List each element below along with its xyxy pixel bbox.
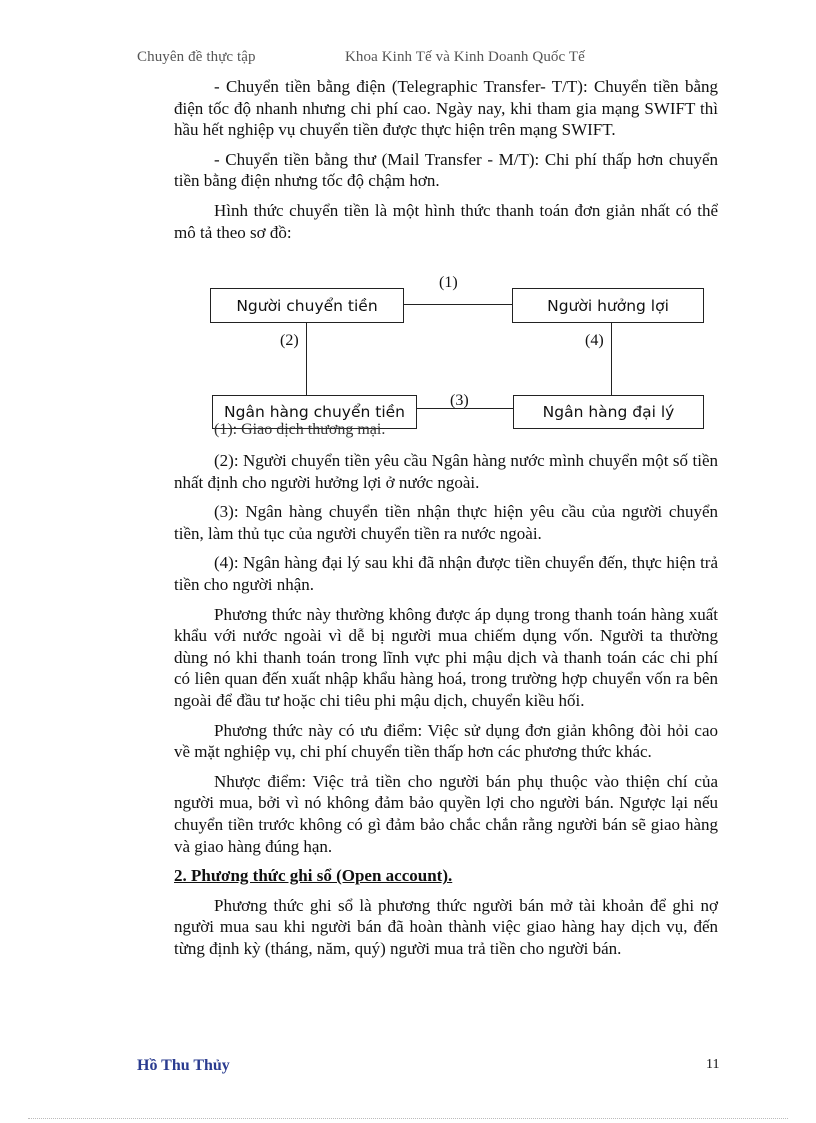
paragraph-step-3: (3): Ngân hàng chuyển tiền nhận thực hiện yêu cầu của người chuyển tiền, làm thủ tục của người chuyển tiền ra nước ngoài. — [174, 502, 718, 543]
page-bottom-divider — [28, 1118, 788, 1119]
paragraph-disadvantages: Nhược điểm: Việc trả tiền cho người bán phụ thuộc vào thiện chí của người mua, bởi vì nó không đảm bảo quyền lợi cho người bán. Ngược lại nếu chuyển tiền trước không có gì đảm bảo chắc chắn rằng người bán sẽ giao hàng và giao hàng đúng hạn. — [174, 771, 718, 856]
paragraph-usage: Phương thức này thường không được áp dụng trong thanh toán hàng xuất khẩu với nước ngoài vì dễ bị người mua chiếm dụng vốn. Người ta thường dùng nó khi thanh toán trong lĩnh vực phi mậu dịch và thanh toán các chi phí có liên quan đến xuất nhập khẩu hàng hoá, trong trường hợp chuyển vốn ra bên ngoài để đầu tư hoặc chi tiêu phi mậu dịch, chuyển kiều hối. — [174, 604, 718, 710]
box-remitting-bank: Ngân hàng chuyển tiền — [212, 395, 417, 429]
section-heading-open-account: 2. Phương thức ghi sổ (Open account). — [174, 866, 453, 886]
body-text — [174, 450, 718, 967]
label-step-1: (1) — [439, 274, 458, 291]
box-beneficiary: Người hưởng lợi — [512, 288, 704, 323]
connector-1 — [403, 304, 513, 305]
connector-4 — [611, 322, 612, 397]
header-center-title: Khoa Kinh Tế và Kinh Doanh Quốc Tế — [345, 49, 585, 65]
box-agent-bank: Ngân hàng đại lý — [513, 395, 704, 429]
header-left-title: Chuyên đề thực tập — [137, 49, 256, 65]
connector-2 — [306, 322, 307, 397]
paragraph-advantages: Phương thức này có ưu điểm: Việc sử dụng đơn giản không đòi hỏi cao về mặt nghiệp vụ, chi phí chuyển tiền thấp hơn các phương thức khác. — [174, 720, 718, 762]
legend-step-1-cut: (1): Giao dịch thương mại. — [214, 422, 386, 438]
page-number: 11 — [706, 1057, 720, 1072]
box-sender: Người chuyển tiền — [210, 288, 404, 323]
paragraph-step-2: (2): Người chuyển tiền yêu cầu Ngân hàng nước mình chuyển một số tiền nhất định cho người hưởng lợi ở nước ngoài. — [174, 451, 718, 492]
paragraph-mail-transfer: - Chuyển tiền bằng thư (Mail Transfer - M/T): Chi phí thấp hơn chuyển tiền bằng điện nhưng tốc độ chậm hơn. — [174, 149, 718, 191]
paragraph-open-account: Phương thức ghi sổ là phương thức người bán mở tài khoản để ghi nợ người mua sau khi người bán đã hoàn thành việc giao hàng hay dịch vụ, đến từng định kỳ (tháng, năm, quý) người mua trả tiền cho người bán. — [174, 895, 718, 958]
label-step-3: (3) — [450, 392, 469, 409]
paragraph-step-4: (4): Ngân hàng đại lý sau khi đã nhận được tiền chuyển đến, thực hiện trả tiền cho người nhận. — [174, 553, 718, 594]
intro-text — [174, 76, 718, 251]
label-step-2: (2) — [280, 332, 299, 349]
remittance-diagram — [174, 274, 718, 434]
paragraph-diagram-intro: Hình thức chuyển tiền là một hình thức thanh toán đơn giản nhất có thể mô tả theo sơ đồ: — [174, 200, 718, 242]
label-step-4: (4) — [585, 332, 604, 349]
paragraph-telegraphic-transfer: - Chuyển tiền bằng điện (Telegraphic Transfer- T/T): Chuyển tiền bằng điện tốc độ nhanh nhưng chi phí cao. Ngày nay, khi tham gia mạng SWIFT thì hầu hết nghiệp vụ chuyển tiền được thực hiện trên mạng SWIFT. — [174, 77, 718, 140]
footer-author: Hồ Thu Thủy — [137, 1057, 230, 1074]
